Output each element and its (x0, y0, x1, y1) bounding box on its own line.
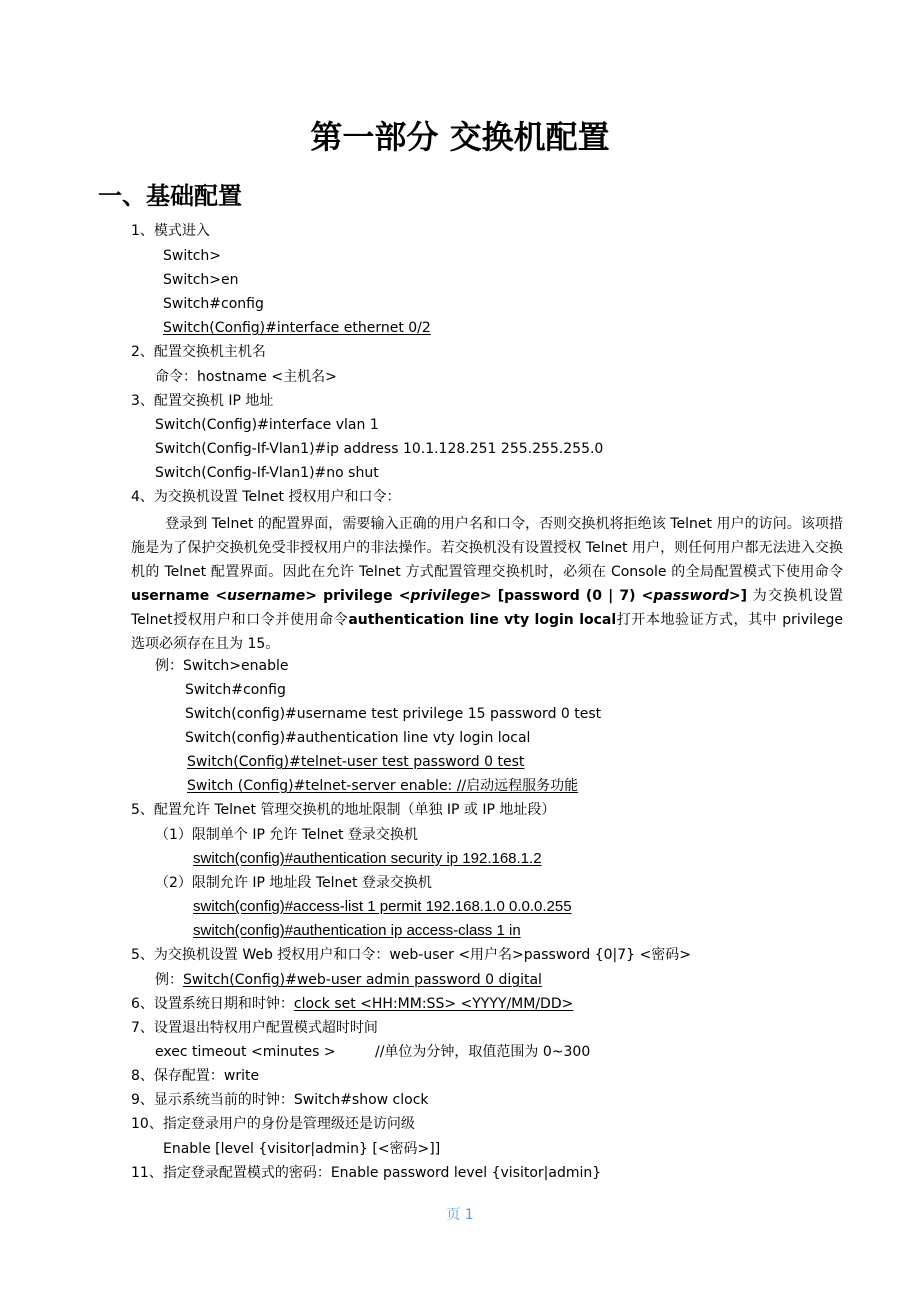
page-title: 第一部分 交换机配置 (310, 118, 610, 156)
comment-text: //单位为分钟，取值范围为 0~300 (375, 1044, 591, 1060)
code-line: Switch(Config-If-Vlan1)#no shut (155, 465, 379, 481)
code-line: Switch(config)#username test privilege 15 password 0 test (185, 706, 602, 722)
item-7-heading: 7、设置退出特权用户配置模式超时时间 (131, 1020, 378, 1036)
code-line: Switch(Config)#interface vlan 1 (155, 417, 379, 433)
code-line: switch(config)#authentication security ip 192.168.1.2 (193, 850, 542, 867)
example-line: 例：Switch>enable (155, 658, 289, 674)
page-number: 页 1 (446, 1207, 474, 1223)
code-line: Switch(Config)#telnet-user test password 0 test (187, 754, 525, 770)
item-3-heading: 3、配置交换机 IP 地址 (131, 393, 274, 409)
code-line: Switch(Config-If-Vlan1)#ip address 10.1.128.251 255.255.255.0 (155, 441, 604, 457)
code-line: Switch(config)#authentication line vty login local (185, 730, 531, 746)
code-line: Switch#config (163, 296, 264, 312)
code-line: switch(config)#authentication ip access-class 1 in (193, 922, 521, 939)
item-5-heading: 5、配置允许 Telnet 管理交换机的地址限制（单独 IP 或 IP 地址段） (131, 802, 556, 818)
item-9-heading: 9、显示系统当前的时钟：Switch#show clock (131, 1092, 429, 1108)
item-8-heading: 8、保存配置：write (131, 1068, 260, 1084)
item-2-heading: 2、配置交换机主机名 (131, 344, 266, 360)
text-line: （1）限制单个 IP 允许 Telnet 登录交换机 (155, 827, 418, 843)
code-line: switch(config)#access-list 1 permit 192.168.1.0 0.0.0.255 (193, 898, 572, 915)
code-line: Switch(Config)#interface ethernet 0/2 (163, 320, 431, 336)
text-line: 命令：hostname <主机名> (155, 369, 337, 385)
code-line: Switch> (163, 248, 222, 264)
item-11-heading: 11、指定登录配置模式的密码：Enable password level {visitor|admin} (131, 1165, 602, 1181)
item-10-heading: 10、指定登录用户的身份是管理级还是访问级 (131, 1116, 415, 1132)
section-heading: 一、基础配置 (98, 182, 242, 210)
item-1-heading: 1、模式进入 (131, 223, 210, 239)
example-line: 例：Switch(Config)#web-user admin password 0 digital (155, 972, 542, 988)
text-line: （2）限制允许 IP 地址段 Telnet 登录交换机 (155, 875, 432, 891)
code-line: exec timeout <minutes > (155, 1044, 336, 1060)
item-6-heading: 6、设置系统日期和时钟：clock set <HH:MM:SS> <YYYY/MM/DD> (131, 996, 574, 1012)
code-line: Switch>en (163, 272, 239, 288)
code-line: Switch#config (185, 682, 286, 698)
telnet-paragraph: 登录到 Telnet 的配置界面，需要输入正确的用户名和口令，否则交换机将拒绝该 Telnet 用户的访问。该项措施是为了保护交换机免受非授权用户的非法操作。若交换机没有设置授权 Telnet 用户，则任何用户都无法进入交换机的 Telnet 配置界面。因此在允许 Telnet 方式配置管理交换机时，必须在 Console 的全局配置模式下使用命令 username <username> privilege <privilege> [password (0 | 7) <password>] 为交换机设置Telnet授权用户和口令并使用命令authentication line vty login local打开本地验证方式，其中 privilege 选项必须存在且为 15。 (131, 516, 843, 652)
code-line: Enable [level {visitor|admin} [<密码>]] (163, 1141, 441, 1157)
code-line: Switch (Config)#telnet-server enable: //启动远程服务功能 (187, 778, 579, 794)
item-4-heading: 4、为交换机设置 Telnet 授权用户和口令： (131, 489, 401, 505)
item-5b-heading: 5、为交换机设置 Web 授权用户和口令：web-user <用户名>password {0|7} <密码> (131, 947, 691, 963)
